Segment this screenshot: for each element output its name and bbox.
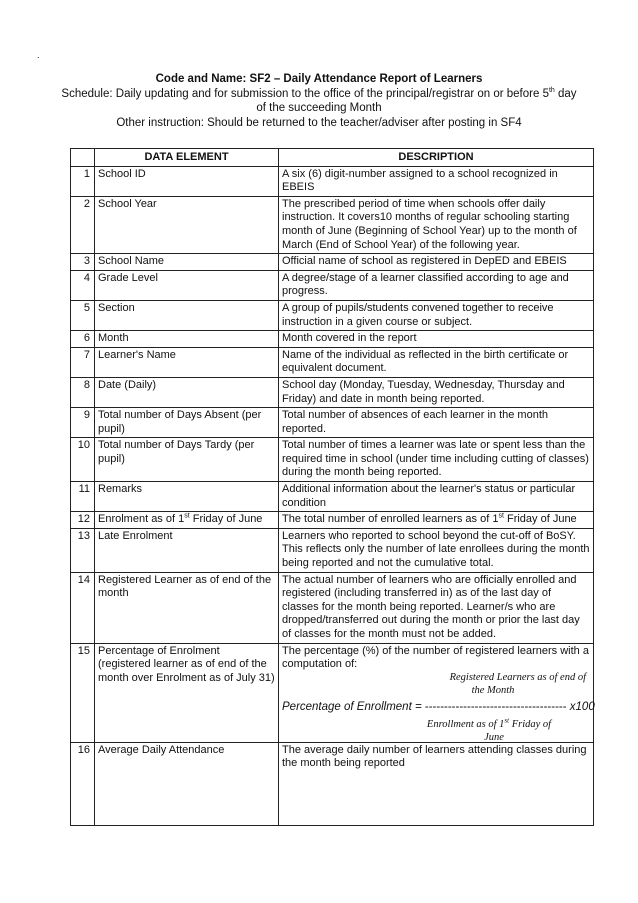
header-description: DESCRIPTION: [279, 149, 594, 167]
row-number: 10: [71, 438, 95, 482]
row-element: School ID: [95, 166, 279, 196]
table-row: [71, 408, 594, 438]
table-header-row: [71, 149, 594, 167]
schedule-text-end: day: [554, 87, 577, 100]
table-row: [71, 482, 594, 512]
row-element: School Year: [95, 196, 279, 253]
header-number-cell: [71, 149, 95, 167]
row-number: 16: [71, 742, 95, 825]
table-row: [71, 742, 594, 825]
table-row: [71, 196, 594, 253]
row-element: Total number of Days Absent (per pupil): [95, 408, 279, 438]
row-description: Learners who reported to school beyond the cut-off of BoSY. This reflects only the number of late enrollees during the month being reported and not the cumulative total.: [279, 528, 594, 572]
denominator-text: Enrollment as of 1: [426, 718, 505, 730]
row-description: Total number of absences of each learner in the month reported.: [279, 408, 594, 438]
table-row: [71, 254, 594, 271]
row-number: 7: [71, 347, 95, 377]
row-element: Learner's Name: [95, 347, 279, 377]
row-element: Remarks: [95, 482, 279, 512]
table-row: [71, 643, 594, 742]
row-number: 13: [71, 528, 95, 572]
formula-denominator-2: June: [484, 731, 504, 743]
formula-label: Percentage of Enrollment =: [282, 700, 425, 713]
row-description: [279, 512, 594, 529]
row-element: Late Enrolment: [95, 528, 279, 572]
table-row: [71, 300, 594, 330]
table-row: [71, 377, 594, 407]
row-number: 3: [71, 254, 95, 271]
schedule-line-2: of the succeeding Month: [256, 102, 382, 114]
row-number: 5: [71, 300, 95, 330]
denominator-sup: st: [504, 716, 510, 725]
other-instruction: Other instruction: Should be returned to the teacher/adviser after posting in SF4: [116, 116, 522, 129]
data-element-table: [70, 148, 594, 826]
row-number: 8: [71, 377, 95, 407]
description-text-end: Friday of June: [503, 513, 577, 526]
row-element: Registered Learner as of end of the month: [95, 572, 279, 643]
row-element: School Name: [95, 254, 279, 271]
row-description: Total number of times a learner was late or spent less than the required time in school (under time including cutting of classes) during the month being reported.: [279, 438, 594, 482]
formula-multiplier: x100: [566, 700, 595, 713]
table-body: [71, 166, 594, 825]
row-description: The average daily number of learners attending classes during the month being reported: [279, 742, 594, 825]
table-row: [71, 347, 594, 377]
row-number: 6: [71, 331, 95, 348]
row-element: Month: [95, 331, 279, 348]
row-element: Date (Daily): [95, 377, 279, 407]
schedule-sup: th: [548, 86, 555, 94]
row-description: School day (Monday, Tuesday, Wednesday, Thursday and Friday) and date in month being reported.: [279, 377, 594, 407]
row-number: 2: [71, 196, 95, 253]
description-text: The total number of enrolled learners as of 1: [282, 513, 499, 526]
formula-numerator: Registered Learners as of end of: [449, 671, 586, 683]
header-data-element: DATA ELEMENT: [95, 149, 279, 167]
row-element: Section: [95, 300, 279, 330]
table-row: [71, 512, 594, 529]
table-row: [71, 438, 594, 482]
row-element: Total number of Days Tardy (per pupil): [95, 438, 279, 482]
row-number: 15: [71, 643, 95, 742]
row-number: 12: [71, 512, 95, 529]
row-description: A group of pupils/students convened together to receive instruction in a given course or subject.: [279, 300, 594, 330]
table-row: [71, 270, 594, 300]
table-row: [71, 166, 594, 196]
stray-mark: .: [37, 50, 40, 60]
row-number: 9: [71, 408, 95, 438]
row-element: Average Daily Attendance: [95, 742, 279, 825]
row-element: Percentage of Enrolment (registered learner as of end of the month over Enrolment as of July 31): [95, 643, 279, 742]
document-title: Code and Name: SF2 – Daily Attendance Report of Learners: [155, 73, 483, 85]
row-element: [95, 512, 279, 529]
row-description: [279, 643, 594, 742]
row-description: The actual number of learners who are officially enrolled and registered (including transferred in) as of the last day of classes for the month being reported. Learner/s who are dropped/transferred out during the month or prior the last day of classes for the month must not be added.: [279, 572, 594, 643]
row-number: 11: [71, 482, 95, 512]
row-number: 4: [71, 270, 95, 300]
fraction-bar: -------------------------------------: [424, 700, 567, 713]
schedule-text: Schedule: Daily updating and for submission to the office of the principal/registrar on or before 5: [61, 87, 549, 100]
row-description: Name of the individual as reflected in the birth certificate or equivalent document.: [279, 347, 594, 377]
element-text-end: Friday of June: [189, 513, 263, 526]
table-row: [71, 331, 594, 348]
schedule-line: [0, 87, 638, 102]
enrolment-formula: [282, 644, 595, 743]
row-description: The prescribed period of time when schools offer daily instruction. It covers10 months of regular schooling starting month of June (Beginning of School Year) up to the month of March (End of School Year) of the following year.: [279, 196, 594, 253]
formula-numerator-2: the Month: [471, 684, 515, 696]
formula-denominator: [282, 718, 586, 732]
row-number: 14: [71, 572, 95, 643]
row-description: A six (6) digit-number assigned to a school recognized in EBEIS: [279, 166, 594, 196]
formula-equation: [282, 700, 595, 715]
table-row: [71, 528, 594, 572]
element-text: Enrolment as of 1: [98, 513, 185, 526]
row-number: 1: [71, 166, 95, 196]
row-description: Month covered in the report: [279, 331, 594, 348]
document-header: [0, 72, 638, 130]
denominator-text-end: Friday of: [509, 718, 552, 730]
row-element: Grade Level: [95, 270, 279, 300]
row-description: Additional information about the learner's status or particular condition: [279, 482, 594, 512]
description-sup: st: [498, 512, 504, 520]
formula-intro: The percentage (%) of the number of registered learners with a computation of:: [282, 644, 589, 671]
element-sup: st: [184, 512, 190, 520]
row-description: A degree/stage of a learner classified according to age and progress.: [279, 270, 594, 300]
row-description: Official name of school as registered in DepED and EBEIS: [279, 254, 594, 271]
table-row: [71, 572, 594, 643]
